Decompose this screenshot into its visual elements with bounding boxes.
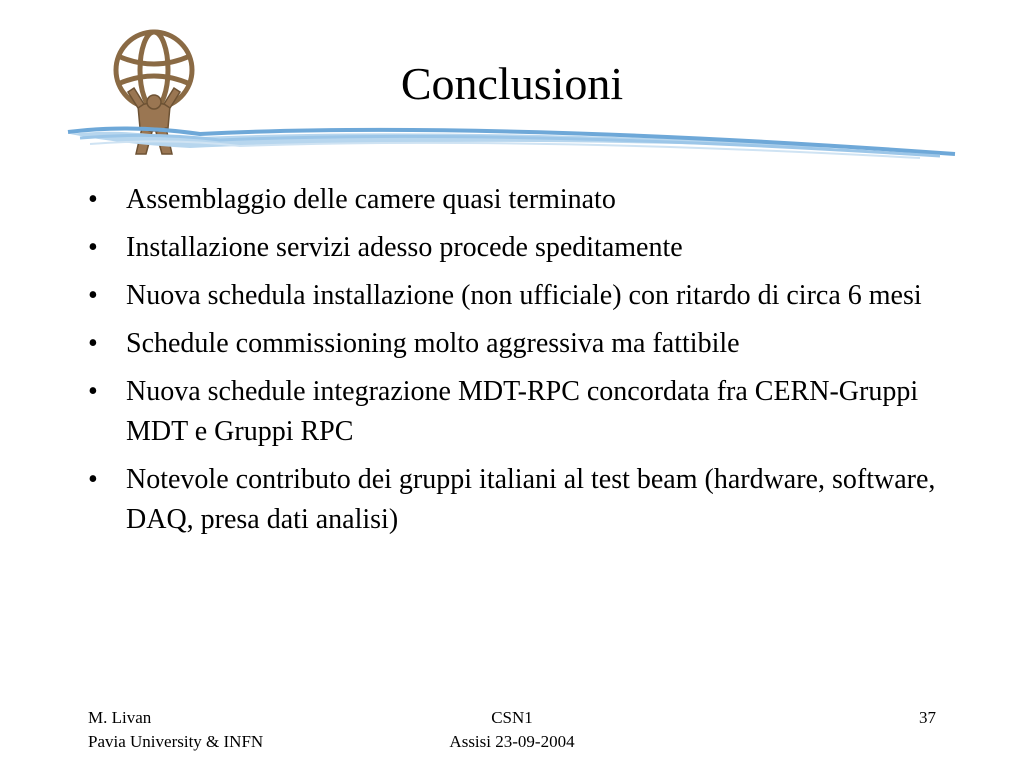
bullet-text: Notevole contributo dei gruppi italiani al test beam (hardware, software, DAQ, presa dati analisi) — [126, 464, 936, 535]
slide-title: Conclusioni — [400, 58, 624, 109]
bullet-marker: • — [88, 232, 98, 263]
page-number: 37 — [919, 708, 936, 727]
bullet-marker: • — [88, 464, 98, 495]
footer-author-name: M. Livan — [88, 708, 152, 727]
footer-event-date: Assisi 23-09-2004 — [449, 732, 575, 751]
bullet-item — [88, 460, 948, 540]
footer-event-name: CSN1 — [491, 708, 533, 727]
bullet-item — [88, 180, 948, 220]
bullet-text: Nuova schedule integrazione MDT-RPC concordata fra CERN-Gruppi MDT e Gruppi RPC — [126, 376, 919, 447]
footer-event — [0, 706, 1024, 754]
footer-page-number — [919, 706, 936, 730]
decorative-swoosh — [60, 104, 960, 174]
bullet-item — [88, 324, 948, 364]
bullet-text: Nuova schedula installazione (non ufficiale) con ritardo di circa 6 mesi — [126, 280, 922, 311]
bullet-marker: • — [88, 280, 98, 311]
bullet-marker: • — [88, 184, 98, 215]
bullet-text: Installazione servizi adesso procede speditamente — [126, 232, 683, 263]
footer-affiliation: Pavia University & INFN — [88, 732, 264, 751]
bullet-marker: • — [88, 328, 98, 359]
bullet-text: Schedule commissioning molto aggressiva ma fattibile — [126, 328, 740, 359]
bullet-item — [88, 228, 948, 268]
bullet-marker: • — [88, 376, 98, 407]
bullet-list — [88, 180, 948, 548]
bullet-text: Assemblaggio delle camere quasi terminato — [126, 184, 616, 215]
bullet-item — [88, 276, 948, 316]
bullet-item — [88, 372, 948, 452]
